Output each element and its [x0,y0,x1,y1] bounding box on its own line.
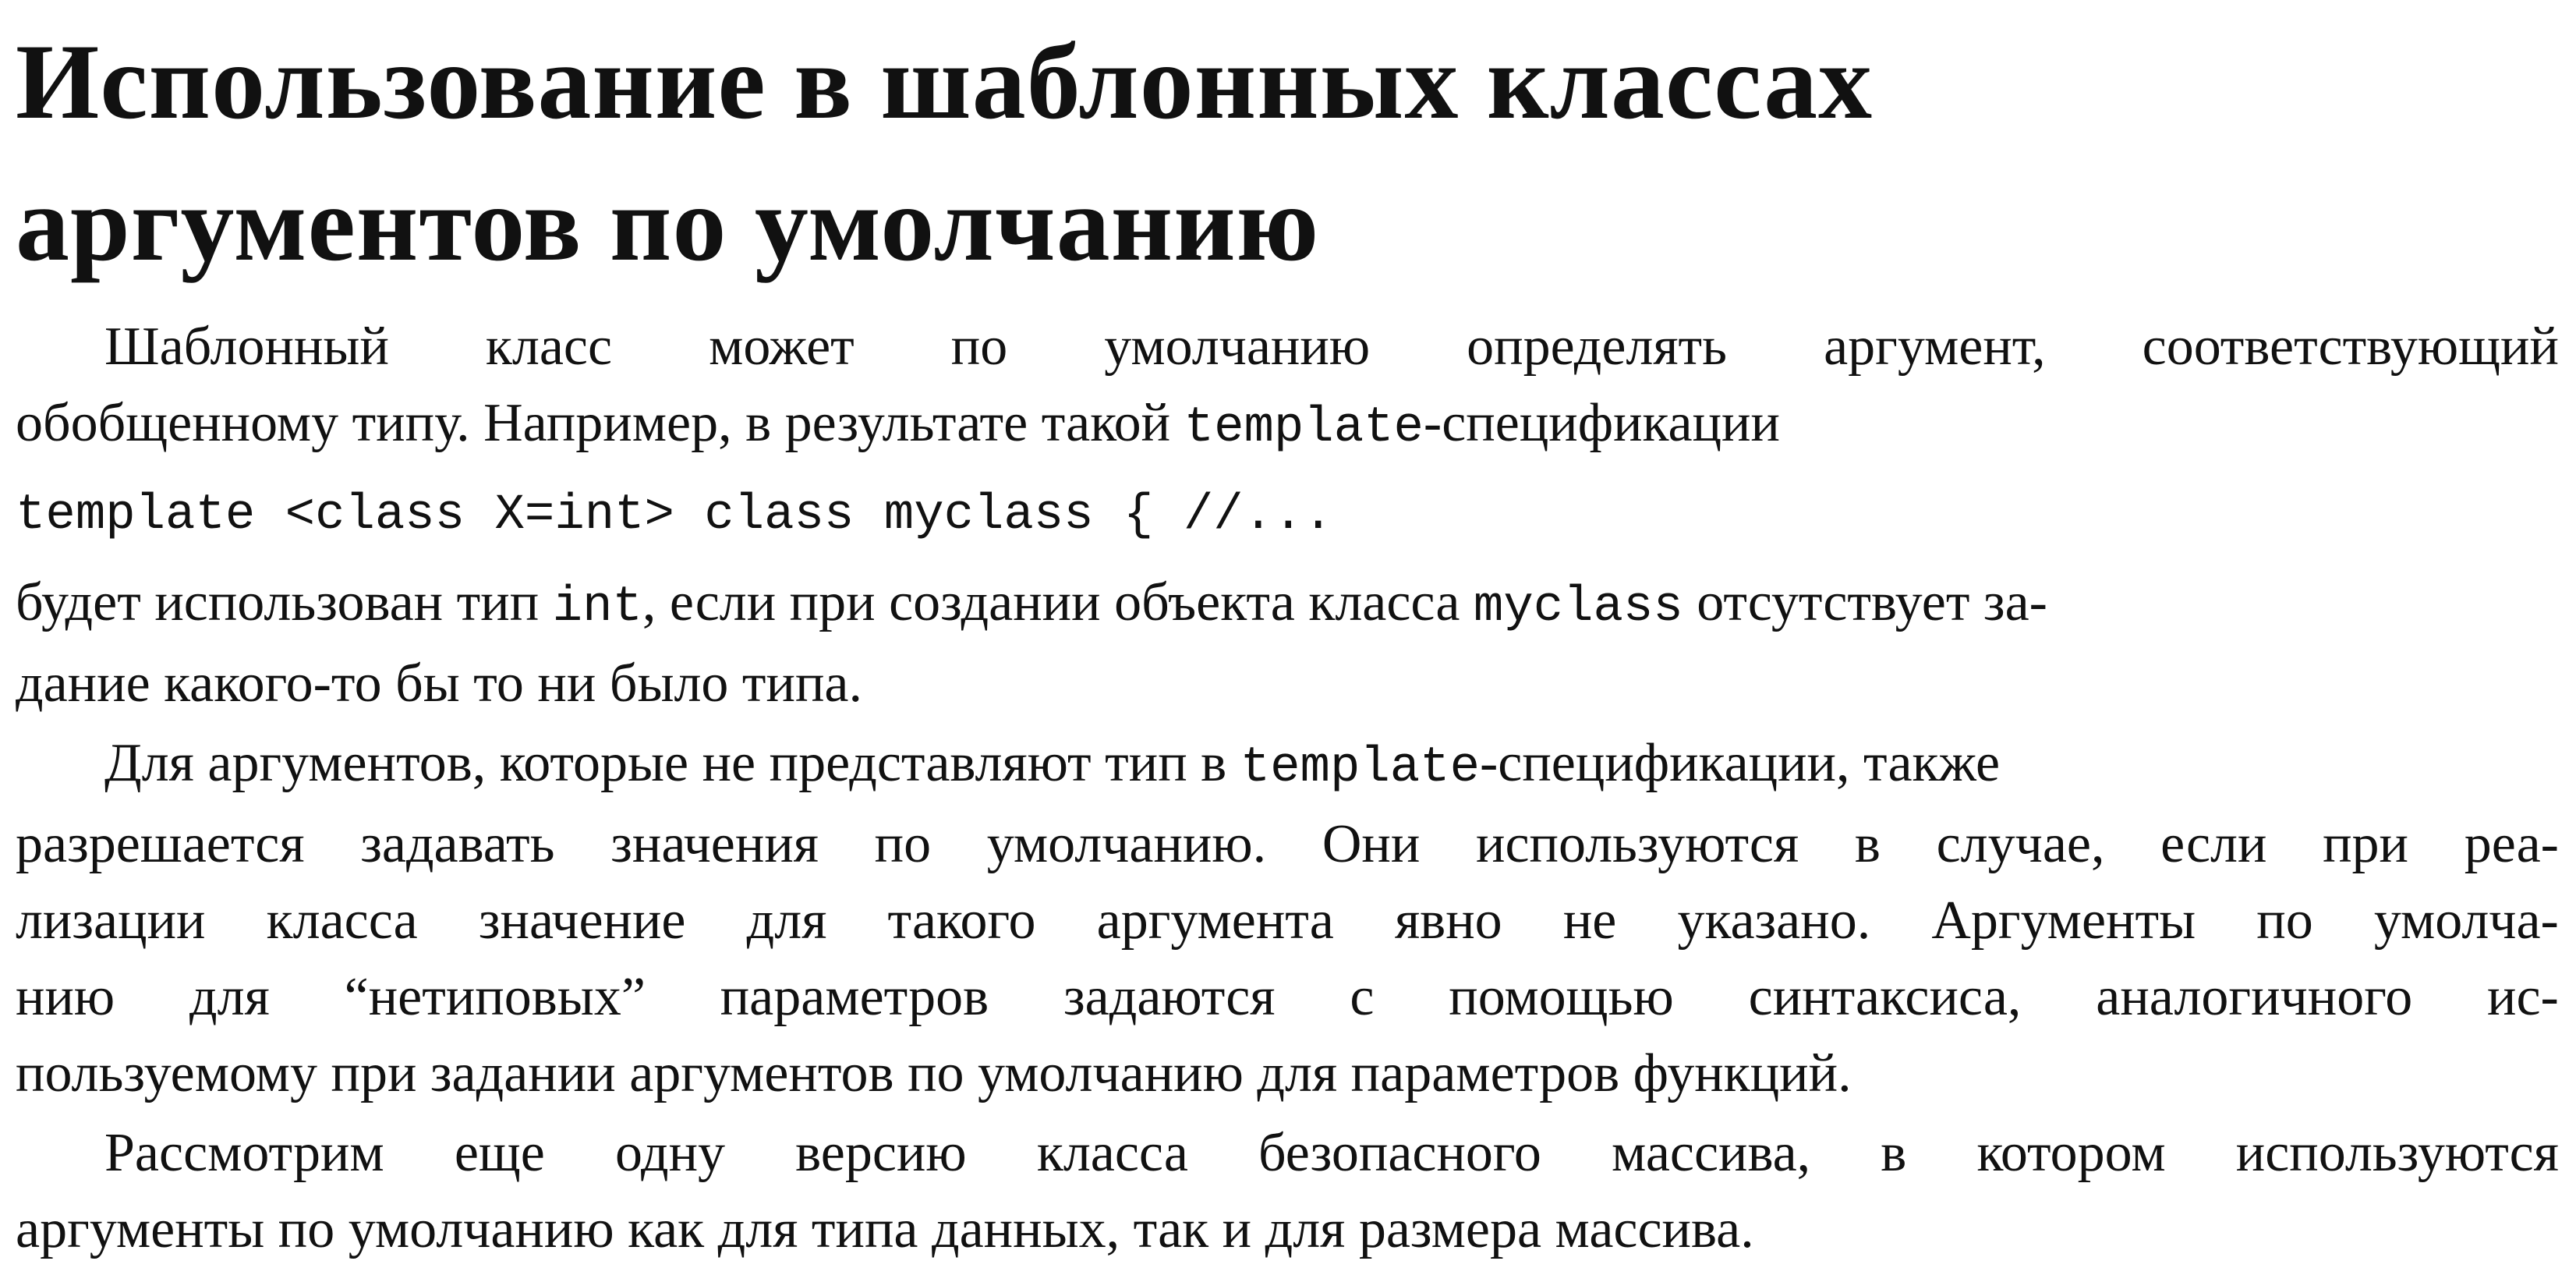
paragraph-4-line-2: аргументы по умолчанию как для типа данных, так и для размера массива. [16,1199,1754,1259]
paragraph-4-line-1: Рассмотрим еще одну версию класса безопасного массива, в котором используются [104,1123,2559,1183]
paragraph-2-line-2: дание какого-то бы то ни было типа. [16,653,862,714]
inline-code: template [1240,740,1480,796]
paragraph-4 [16,1115,2559,1268]
paragraph-1-line-2: обобщенному типу. Например, в результате такой template-спецификации [16,393,1780,456]
paragraph-1 [16,309,2559,466]
paragraph-3-line-4: нию для “нетиповых” параметров задаются с помощью синтаксиса, аналогичного ис- [16,967,2559,1027]
paragraph-3-line-1: Для аргументов, которые не представляют тип в template-спецификации, также [104,733,2001,796]
inline-code: int [552,579,642,636]
title-line-1: Использование в шаблонных классах [16,22,1874,141]
page-title [16,0,2559,295]
paragraph-2 [16,565,2559,722]
paragraph-3-line-5: пользуемому при задании аргументов по умолчанию для параметров функций. [16,1043,1852,1103]
paragraph-3-line-2: разрешается задавать значения по умолчанию. Они используются в случае, если при реа- [16,814,2559,874]
paragraph-2-line-1: будет использован тип int, если при создании объекта класса myclass отсутствует за- [16,572,2047,636]
paragraph-3 [16,725,2559,1112]
document-page [16,0,2559,1259]
title-line-2: аргументов по умолчанию [16,164,1320,283]
paragraph-1-line-1: Шаблонный класс может по умолчанию определять аргумент, соответствующий [104,317,2559,377]
inline-code: myclass [1473,579,1683,636]
inline-code: template [1184,400,1424,456]
code-block: template <class X=int> class myclass { //... [16,487,1333,544]
paragraph-3-line-3: лизации класса значение для такого аргумента явно не указано. Аргументы по умолча- [16,891,2559,951]
